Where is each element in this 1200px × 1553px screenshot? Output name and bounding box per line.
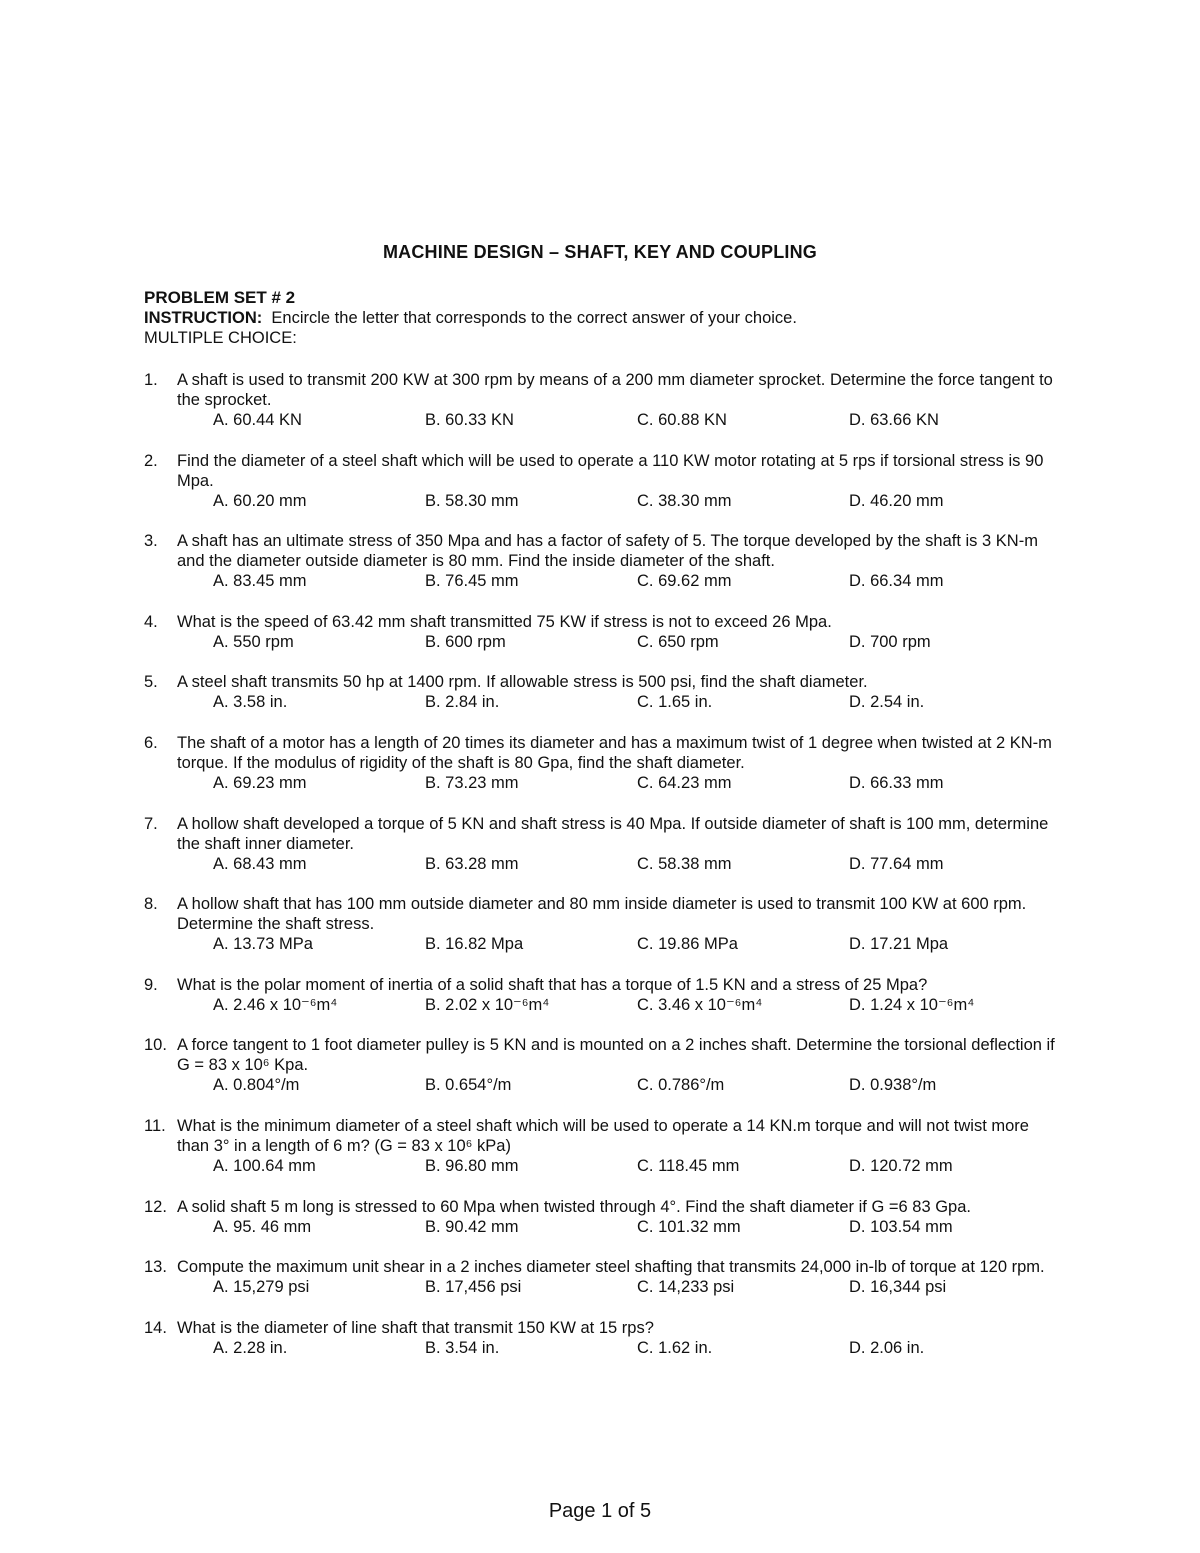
question-text: What is the speed of 63.42 mm shaft transmitted 75 KW if stress is not to exceed 26 Mpa. <box>177 612 832 631</box>
answer-options <box>213 491 1064 511</box>
option-b[interactable]: B. 600 rpm <box>425 632 506 651</box>
question-number: 3. <box>144 532 158 551</box>
option-d[interactable]: D. 103.54 mm <box>849 1217 953 1236</box>
option-a[interactable]: A. 100.64 mm <box>213 1156 316 1175</box>
option-c[interactable]: C. 1.65 in. <box>637 693 713 712</box>
option-a[interactable]: A. 2.28 in. <box>213 1338 288 1357</box>
answer-options <box>213 692 1064 712</box>
answer-options <box>213 934 1064 954</box>
option-d[interactable]: D. 63.66 KN <box>849 411 939 429</box>
question-number: 8. <box>144 895 158 914</box>
option-c[interactable]: C. 101.32 mm <box>637 1217 741 1236</box>
page-number: Page 1 of 5 <box>548 1500 652 1522</box>
answer-options <box>213 1277 1064 1297</box>
answer-options <box>213 1156 1064 1176</box>
option-b[interactable]: B. 3.54 in. <box>425 1338 500 1357</box>
question-number: 9. <box>144 975 158 994</box>
option-a[interactable]: A. 15,279 psi <box>213 1278 310 1297</box>
option-c[interactable]: C. 1.62 in. <box>637 1338 713 1357</box>
question-number: 12. <box>144 1197 167 1216</box>
document-title: MACHINE DESIGN – SHAFT, KEY AND COUPLING <box>382 242 818 262</box>
option-d[interactable]: D. 66.33 mm <box>849 773 944 792</box>
answer-options <box>213 1075 1064 1095</box>
answer-options <box>213 410 1064 430</box>
question-1 <box>144 370 1064 430</box>
option-c[interactable]: C. 58.38 mm <box>637 854 732 873</box>
option-d[interactable]: D. 66.34 mm <box>849 572 944 591</box>
option-b[interactable]: B. 0.654°/m <box>425 1076 512 1095</box>
option-d[interactable]: D. 46.20 mm <box>849 491 944 510</box>
question-4 <box>144 612 1064 652</box>
option-a[interactable]: A. 550 rpm <box>213 632 294 651</box>
question-text: What is the polar moment of inertia of a solid shaft that has a torque of 1.5 KN and a stress of 25 Mpa? <box>177 975 928 994</box>
option-a[interactable]: A. 60.44 KN <box>213 411 302 429</box>
option-a[interactable]: A. 69.23 mm <box>213 773 307 792</box>
option-a[interactable]: A. 68.43 mm <box>213 854 307 873</box>
option-b[interactable]: B. 90.42 mm <box>425 1217 519 1236</box>
option-c[interactable]: C. 60.88 KN <box>637 411 727 429</box>
problem-set-label: PROBLEM SET # 2 <box>144 288 296 307</box>
question-number: 14. <box>144 1318 167 1337</box>
question-number: 2. <box>144 451 158 470</box>
question-10 <box>144 1035 1064 1095</box>
option-b[interactable]: B. 2.84 in. <box>425 693 500 712</box>
option-c[interactable]: C. 64.23 mm <box>637 773 732 792</box>
option-a[interactable]: A. 13.73 MPa <box>213 935 313 954</box>
option-a[interactable]: A. 95. 46 mm <box>213 1217 312 1236</box>
question-number: 7. <box>144 814 158 833</box>
question-text: A shaft is used to transmit 200 KW at 300 rpm by means of a 200 mm diameter sprocket. Determine the force tangent to the sprocket. <box>177 371 1053 409</box>
option-c[interactable]: C. 38.30 mm <box>637 491 732 510</box>
question-text: A steel shaft transmits 50 hp at 1400 rpm. If allowable stress is 500 psi, find the shaft diameter. <box>177 673 868 692</box>
option-d[interactable]: D. 2.06 in. <box>849 1338 925 1357</box>
option-d[interactable]: D. 1.24 x 10⁻⁶m⁴ <box>849 995 975 1014</box>
option-c[interactable]: C. 14,233 psi <box>637 1278 735 1297</box>
question-text: A shaft has an ultimate stress of 350 Mpa and has a factor of safety of 5. The torque developed by the shaft is 3 KN-m and the diameter outside diameter is 80 mm. Find the inside diameter of the shaft. <box>177 532 1038 571</box>
option-d[interactable]: D. 0.938°/m <box>849 1076 937 1095</box>
answer-options <box>213 854 1064 874</box>
problem-set-header <box>144 288 1084 348</box>
option-d[interactable]: D. 17.21 Mpa <box>849 935 949 954</box>
option-b[interactable]: B. 76.45 mm <box>425 572 519 591</box>
option-a[interactable]: A. 83.45 mm <box>213 572 307 591</box>
question-5 <box>144 672 1064 712</box>
question-3 <box>144 531 1064 591</box>
option-b[interactable]: B. 60.33 KN <box>425 411 514 429</box>
question-text: A solid shaft 5 m long is stressed to 60 Mpa when twisted through 4°. Find the shaft diameter if G =6 83 Gpa. <box>177 1197 971 1216</box>
question-13 <box>144 1257 1064 1297</box>
question-2 <box>144 451 1064 511</box>
answer-options <box>213 1217 1064 1237</box>
option-d[interactable]: D. 120.72 mm <box>849 1156 953 1175</box>
option-c[interactable]: C. 0.786°/m <box>637 1076 725 1095</box>
question-text: Find the diameter of a steel shaft which will be used to operate a 110 KW motor rotating at 5 rps if torsional stress is 90 Mpa. <box>177 451 1044 490</box>
question-number: 10. <box>144 1036 167 1055</box>
question-number: 1. <box>144 371 158 389</box>
question-14 <box>144 1318 1064 1358</box>
answer-options <box>213 571 1064 591</box>
question-text: What is the minimum diameter of a steel shaft which will be used to operate a 14 KN.m torque and will not twist more than 3° in a length of 6 m? (G = 83 x 10⁶ kPa) <box>177 1116 1029 1155</box>
option-c[interactable]: C. 3.46 x 10⁻⁶m⁴ <box>637 995 763 1014</box>
question-8 <box>144 894 1064 954</box>
option-d[interactable]: D. 77.64 mm <box>849 854 944 873</box>
question-list <box>144 370 1064 1378</box>
option-b[interactable]: B. 2.02 x 10⁻⁶m⁴ <box>425 995 550 1014</box>
question-text: A force tangent to 1 foot diameter pulley is 5 KN and is mounted on a 2 inches shaft. Determine the torsional deflection if G = 83 x 10⁶ Kpa. <box>177 1036 1055 1075</box>
answer-options <box>213 632 1064 652</box>
option-d[interactable]: D. 700 rpm <box>849 632 931 651</box>
question-7 <box>144 814 1064 874</box>
question-text: The shaft of a motor has a length of 20 times its diameter and has a maximum twist of 1 degree when twisted at 2 KN-m torque. If the modulus of rigidity of the shaft is 80 Gpa, find the shaft diameter. <box>177 733 1052 772</box>
option-a[interactable]: A. 60.20 mm <box>213 491 307 510</box>
instruction-label: INSTRUCTION: <box>144 309 263 327</box>
option-b[interactable]: B. 17,456 psi <box>425 1278 522 1297</box>
question-9 <box>144 975 1064 1015</box>
question-6 <box>144 733 1064 793</box>
answer-options <box>213 1338 1064 1358</box>
option-a[interactable]: A. 2.46 x 10⁻⁶m⁴ <box>213 995 338 1014</box>
question-number: 11. <box>144 1116 166 1135</box>
instruction-text: Encircle the letter that corresponds to the correct answer of your choice. <box>262 309 797 327</box>
option-b[interactable]: B. 16.82 Mpa <box>425 935 524 954</box>
instruction-line <box>144 308 1084 328</box>
option-d[interactable]: D. 2.54 in. <box>849 693 925 712</box>
option-a[interactable]: A. 0.804°/m <box>213 1076 300 1095</box>
option-c[interactable]: C. 118.45 mm <box>637 1156 740 1175</box>
option-a[interactable]: A. 3.58 in. <box>213 693 288 712</box>
option-c[interactable]: C. 650 rpm <box>637 632 719 651</box>
question-text: A hollow shaft developed a torque of 5 KN and shaft stress is 40 Mpa. If outside diameter of shaft is 100 mm, determine the shaft inner diameter. <box>177 814 1049 853</box>
option-b[interactable]: B. 58.30 mm <box>425 491 519 510</box>
question-number: 5. <box>144 673 158 692</box>
question-text: A hollow shaft that has 100 mm outside diameter and 80 mm inside diameter is used to transmit 100 KW at 600 rpm. Determine the shaft stress. <box>177 895 1027 934</box>
option-b[interactable]: B. 73.23 mm <box>425 773 519 792</box>
answer-options <box>213 995 1064 1015</box>
option-b[interactable]: B. 63.28 mm <box>425 854 519 873</box>
question-text: What is the diameter of line shaft that transmit 150 KW at 15 rps? <box>177 1318 654 1337</box>
question-number: 13. <box>144 1258 167 1277</box>
question-11 <box>144 1116 1064 1176</box>
question-number: 6. <box>144 733 158 752</box>
multiple-choice-label: MULTIPLE CHOICE: <box>144 329 297 347</box>
answer-options <box>213 773 1064 793</box>
option-c[interactable]: C. 19.86 MPa <box>637 935 738 954</box>
question-text: Compute the maximum unit shear in a 2 inches diameter steel shafting that transmits 24,000 in-lb of torque at 120 rpm. <box>177 1258 1045 1277</box>
question-number: 4. <box>144 612 158 631</box>
option-b[interactable]: B. 96.80 mm <box>425 1156 519 1175</box>
question-12 <box>144 1197 1064 1237</box>
option-d[interactable]: D. 16,344 psi <box>849 1278 947 1297</box>
option-c[interactable]: C. 69.62 mm <box>637 572 732 591</box>
